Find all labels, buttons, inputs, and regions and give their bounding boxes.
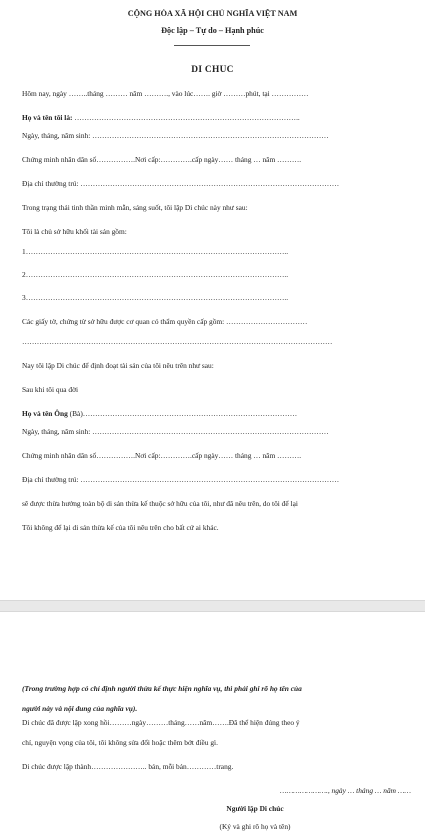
nation-header: CỘNG HÒA XÃ HỘI CHỦ NGHĨA VIỆT NAM — [127, 9, 298, 18]
motto-header: Độc lập – Tự do – Hạnh phúc — [161, 26, 264, 35]
address-line: Địa chỉ thường trú: …………………………………………………………………………………………… — [22, 179, 340, 188]
copies-line: Di chúc được lập thành………………….. bản, mỗi bản…………trang. — [22, 762, 234, 771]
purpose-line: Nay tôi lập Di chúc để định đoạt tài sản của tôi nêu trên như sau: — [22, 361, 214, 370]
heir-obligation-note-line-1: (Trong trường hợp có chỉ định người thừa kế thực hiện nghĩa vụ, thì phải ghi rõ họ tên của — [22, 684, 302, 693]
after-death-line: Sau khi tôi qua đời — [22, 385, 79, 394]
signer-note: (Ký và ghi rõ họ và tên) — [219, 822, 291, 831]
heir-obligation-note-line-2: người này và nội dung của nghĩa vụ). — [22, 704, 138, 713]
testator-name-line — [22, 113, 411, 123]
document-title: DI CHÚC — [191, 65, 234, 75]
asset-item-2: 2…………………………………………………………………………………………….. — [22, 270, 289, 279]
heir-name-label: Họ và tên Ông — [22, 409, 68, 418]
assets-intro: Tôi là chủ sở hữu khối tài sản gồm: — [22, 227, 127, 236]
asset-item-3: 3…………………………………………………………………………………………….. — [22, 293, 289, 302]
papers-dots: ……………………………………………………………………………………………………………… — [22, 337, 333, 346]
id-line: Chứng minh nhân dân số…………….Nơi cấp:………….cấp ngày…… tháng … năm ………. — [22, 155, 302, 164]
date-line: Hôm nay, ngày ……..tháng ……… năm ………., vào lúc……. giờ ………phút, tại …………… — [22, 89, 309, 98]
papers-line: Các giấy tờ, chứng từ sở hữu được cơ quan có thẩm quyền cấp gồm: …………………………… — [22, 317, 308, 326]
dob-line: Ngày, tháng, năm sinh: …………………………………………………………………………………… — [22, 131, 329, 140]
asset-item-1: 1…………………………………………………………………………………………….. — [22, 247, 289, 256]
heir-dob-line: Ngày, tháng, năm sinh: …………………………………………………………………………………… — [22, 427, 329, 436]
heir-address-line: Địa chỉ thường trú: …………………………………………………………………………………………… — [22, 475, 340, 484]
completion-line-2: chí, nguyện vọng của tôi, tôi không sửa đổi hoặc thêm bớt điều gì. — [22, 738, 218, 747]
testator-name-dots: ……………………………………………………………………………….. — [72, 113, 300, 122]
place-date-line: …………………., ngày … tháng … năm …… — [280, 786, 411, 795]
signer-title: Người lập Di chúc — [226, 804, 284, 813]
heir-name-suffix: (Bà)…………………………………………………………………………… — [67, 409, 298, 418]
testator-name-label: Họ và tên tôi là: — [22, 113, 73, 122]
heir-id-line: Chứng minh nhân dân số…………….Nơi cấp:………….cấp ngày…… tháng … năm ………. — [22, 451, 302, 460]
header-divider — [174, 45, 250, 46]
heir-name-line — [22, 409, 411, 419]
document-page-2 — [0, 611, 425, 838]
completion-line-1: Di chúc đã được lập xong hồi………ngày………tháng……năm…….Đã thể hiện đúng theo ý — [22, 718, 300, 727]
exclude-line: Tôi không để lại di sản thừa kế của tôi nêu trên cho bất cứ ai khác. — [22, 523, 219, 532]
inherit-line: sẽ được thừa hưởng toàn bộ di sản thừa kế thuộc sở hữu của tôi, như đã nêu trên, do tôi để lại — [22, 499, 298, 508]
sanity-line: Trong trạng thái tinh thần minh mẫn, sáng suốt, tôi lập Di chúc này như sau: — [22, 203, 248, 212]
